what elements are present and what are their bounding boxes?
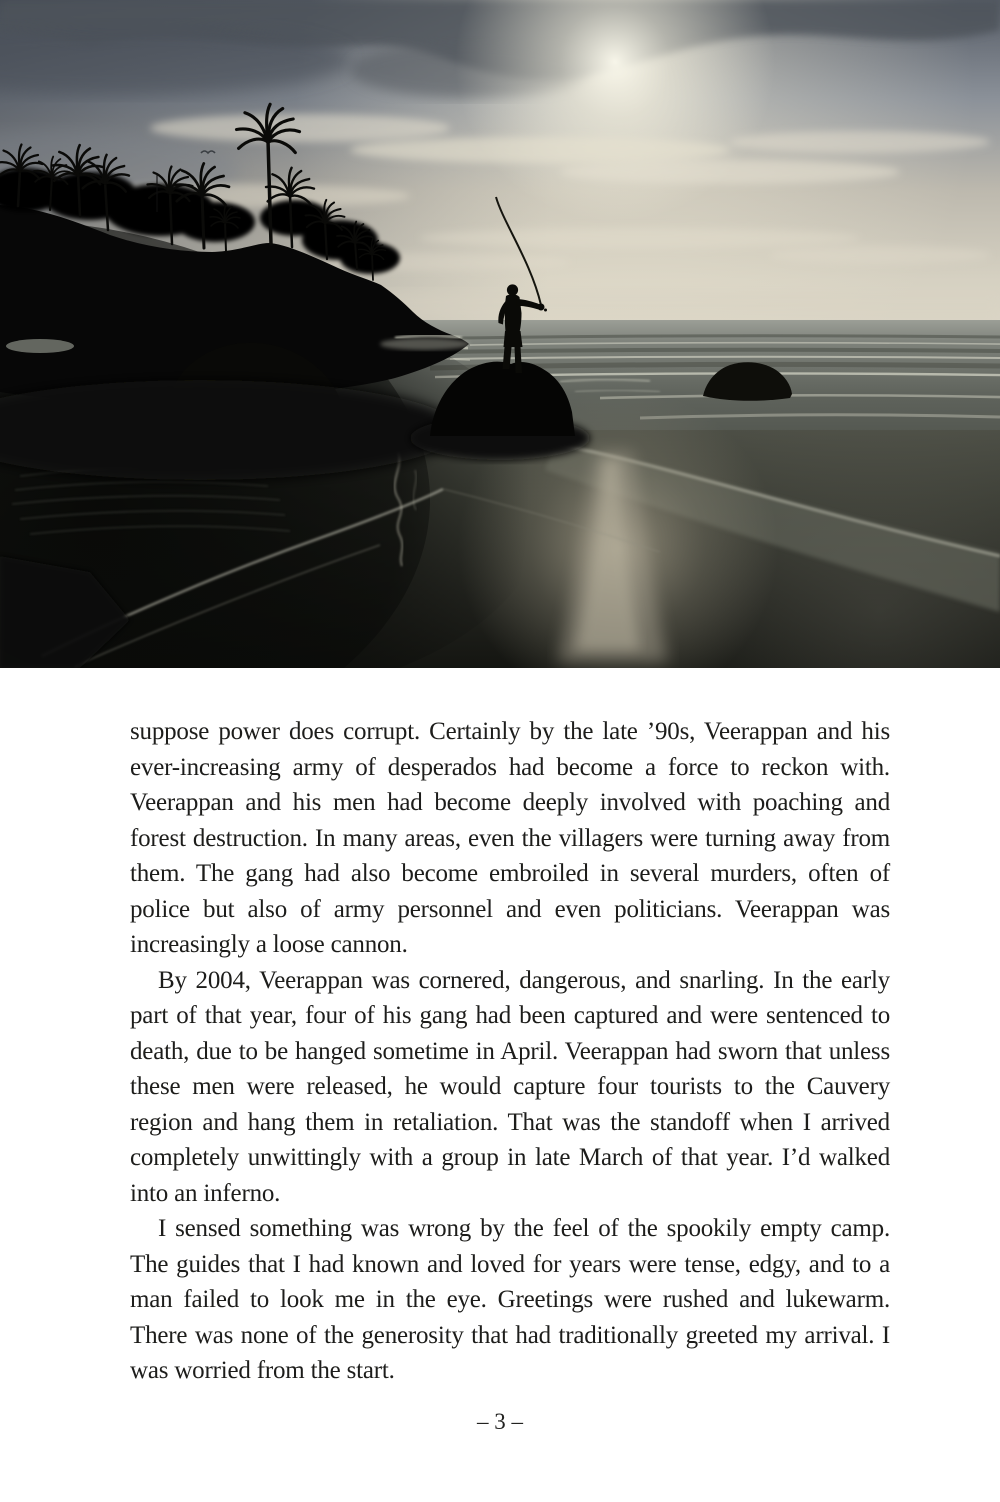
body-text [130, 714, 890, 1389]
coastal-photo [0, 0, 1000, 668]
coastal-photo-art [0, 0, 1000, 668]
paragraph-1: suppose power does corrupt. Certainly by the late ’90s, Veerappan and his ever-increasing army of desperados had become a force to reckon with. Veerappan and his men had become deeply involved with poaching and forest destruction. In many areas, even the villagers were turning away from them. The gang had also become embroiled in several murders, often of police but also of army personnel and even politicians. Veerappan was increasingly a loose cannon. [130, 718, 890, 958]
paragraph-2: By 2004, Veerappan was cornered, dangerous, and snarling. In the early part of that year, four of his gang had been captured and were sentenced to death, due to be hanged sometime in April. Veerappan had sworn that unless these men were released, he would capture four tourists to the Cauvery region and hang them in retaliation. That was the standoff when I arrived completely unwittingly with a group in late March of that year. I’d walked into an inferno. [130, 966, 890, 1207]
fisherman-head [507, 284, 518, 295]
page-number: – 3 – [477, 1408, 523, 1434]
paragraph-3: I sensed something was wrong by the feel of the spookily empty camp. The guides that I had known and loved for years were tense, edgy, and to a man failed to look me in the eye. Greetings were rushed and lukewarm. There was none of the generosity that had traditionally greeted my arrival. I was worried from the start. [130, 1215, 890, 1384]
water-gap [6, 339, 74, 353]
